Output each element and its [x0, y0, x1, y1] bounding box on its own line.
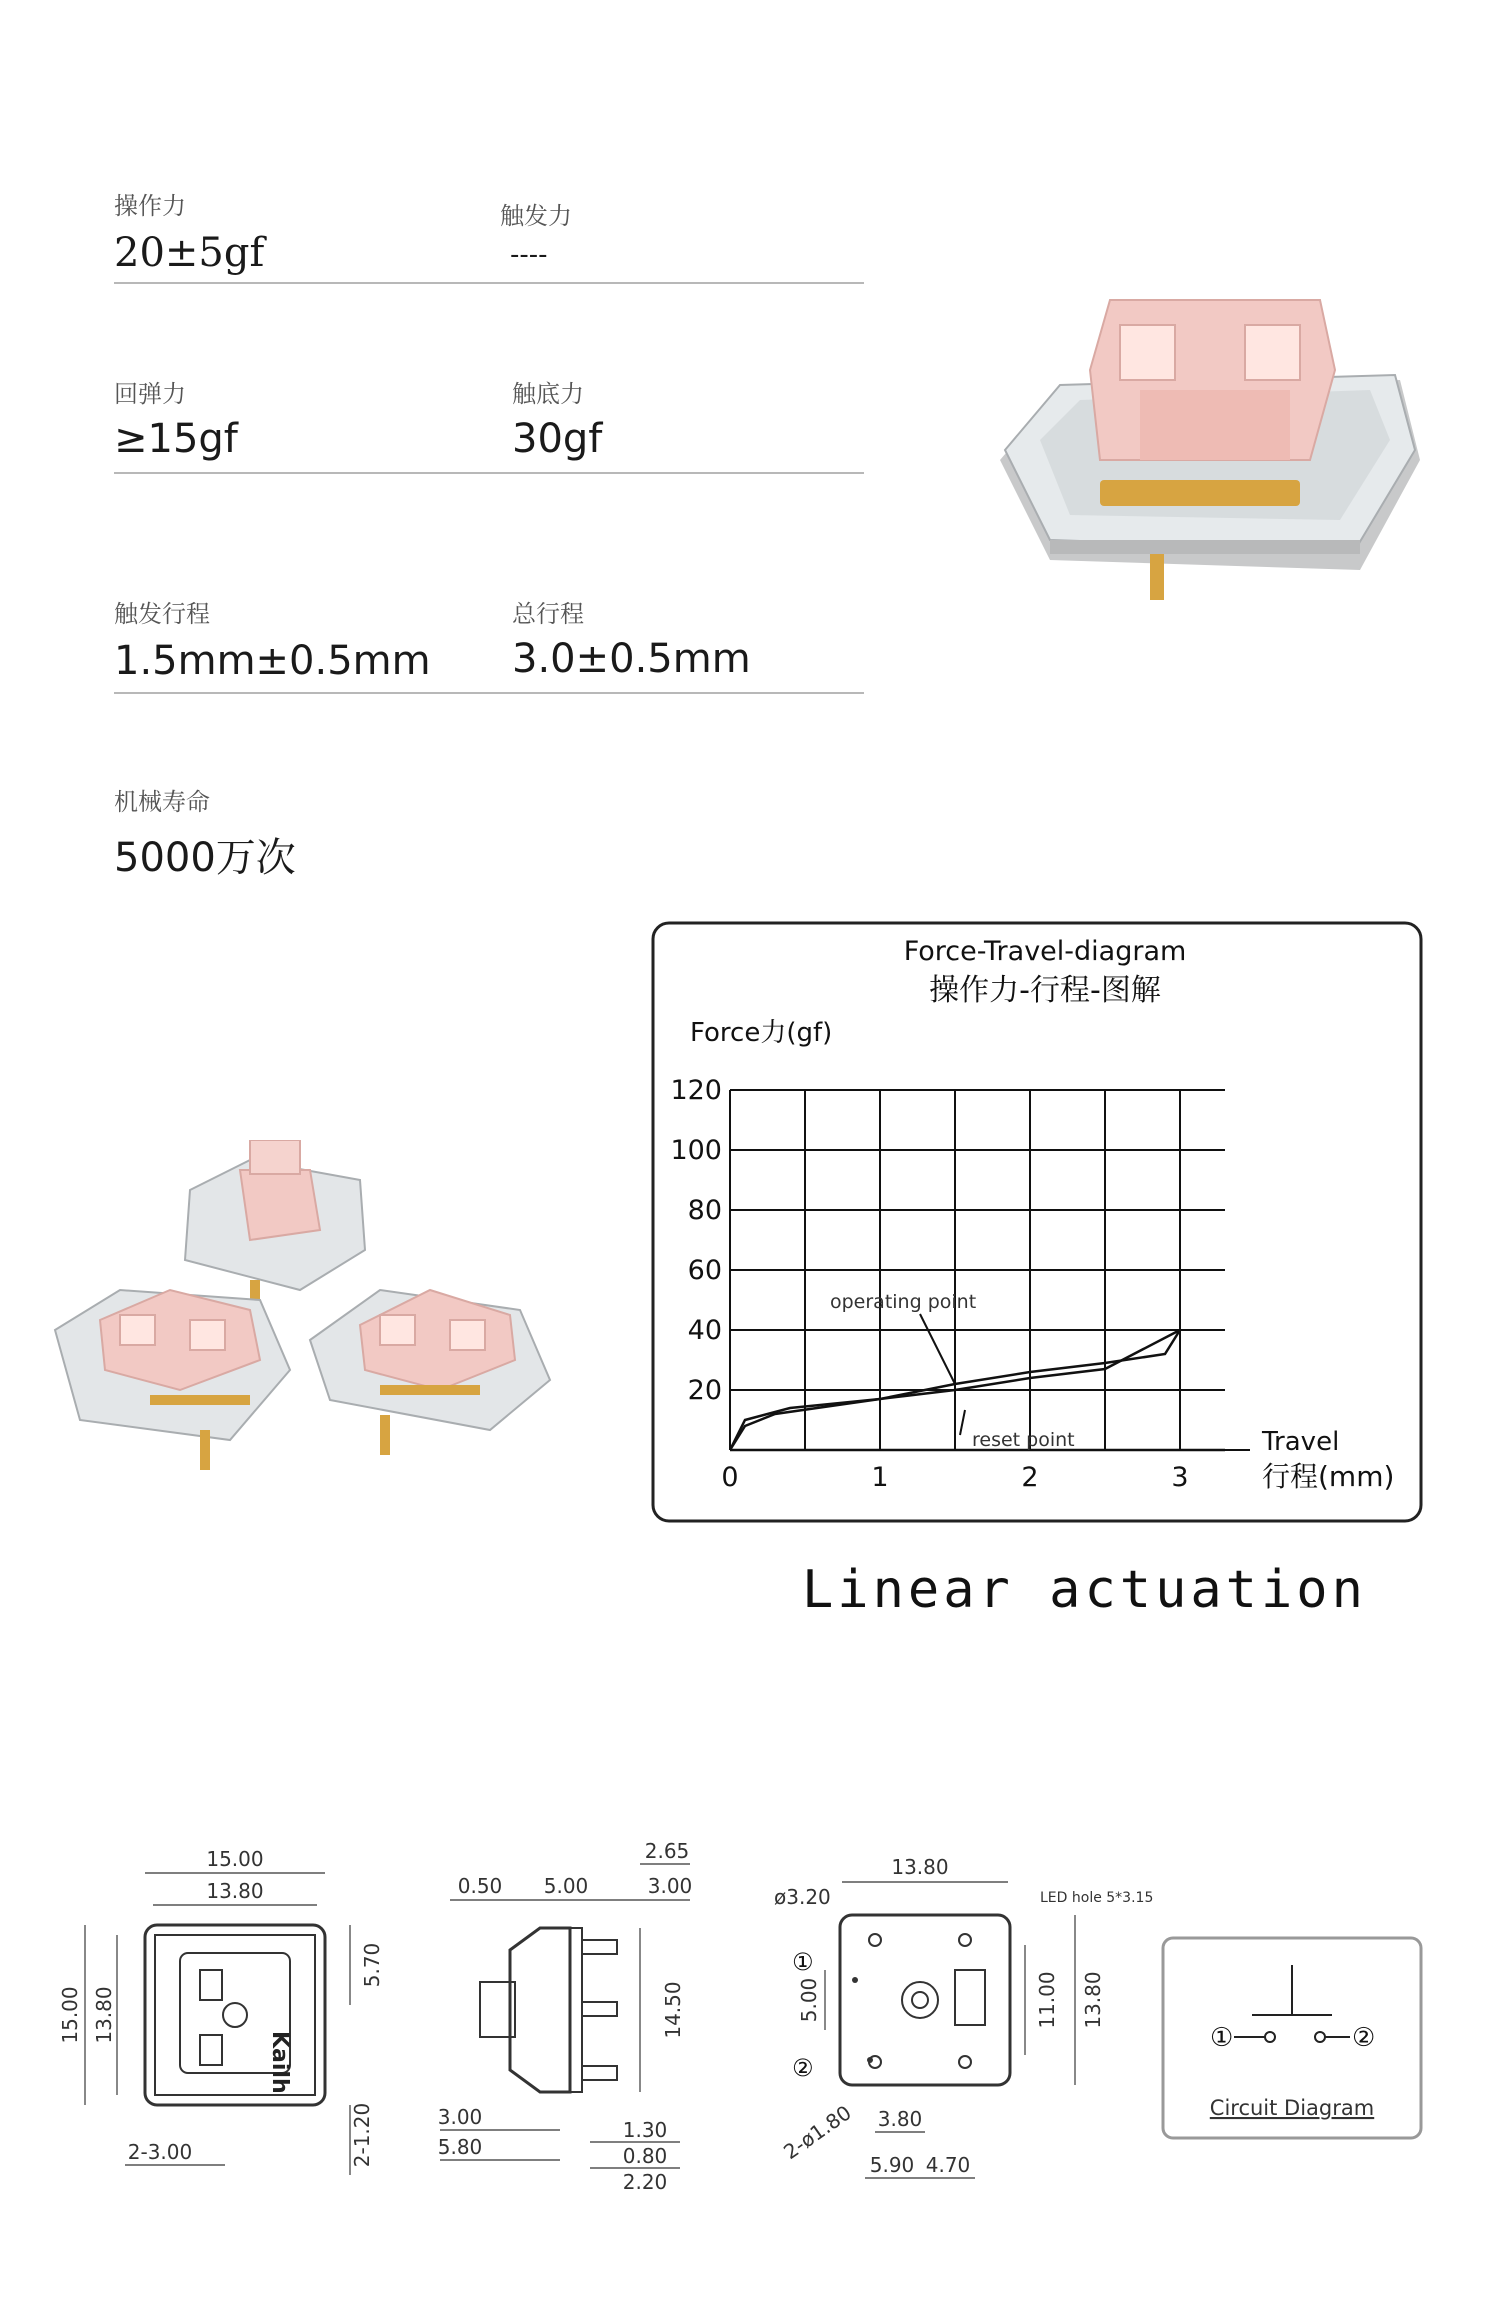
pin-2-label: ②	[792, 2054, 814, 2082]
spec-label: 机械寿命	[114, 788, 210, 816]
y-tick-label: 20	[687, 1375, 722, 1406]
x-tick-label: 1	[871, 1462, 889, 1493]
spec-value: 30gf	[512, 416, 603, 462]
divider	[114, 282, 864, 284]
dim-label: 5.90	[869, 2153, 915, 2177]
pin-1-label: ①	[792, 1948, 814, 1976]
dim-label: 2.20	[622, 2170, 668, 2194]
circuit-caption: Circuit Diagram	[1209, 2096, 1375, 2120]
y-tick-label: 80	[687, 1195, 722, 1226]
switch-back	[185, 1140, 365, 1310]
dim-label: 5.70	[360, 1942, 384, 1988]
bottom-view-drawing	[750, 1850, 1190, 2200]
switch-cluster-image	[50, 1140, 560, 1510]
dim-label: 0.50	[457, 1874, 503, 1898]
divider	[114, 472, 864, 474]
spec-value: 20±5gf	[114, 230, 265, 276]
spec-value: ----	[510, 240, 548, 270]
spec-label: 总行程	[512, 600, 584, 628]
switch-hero-image	[990, 290, 1430, 640]
spec-value: 5000万次	[114, 835, 296, 881]
dim-label: 4.70	[925, 2153, 971, 2177]
y-tick-label: 100	[670, 1135, 722, 1166]
dim-label: 13.80	[92, 1986, 116, 2044]
annotation-reset-point: reset point	[972, 1429, 1075, 1451]
dim-label: 2-3.00	[127, 2140, 193, 2164]
dim-label: 13.80	[891, 1855, 949, 1879]
switch-right	[310, 1290, 550, 1455]
y-tick-label: 40	[687, 1315, 722, 1346]
x-tick-label: 3	[1171, 1462, 1189, 1493]
kailh-logo: Kailh	[267, 2031, 292, 2094]
dim-label: 3.00	[647, 1874, 693, 1898]
chart-title: Force-Travel-diagram	[903, 936, 1187, 967]
x-tick-label: 2	[1021, 1462, 1039, 1493]
dim-label: 13.80	[1081, 1971, 1105, 2029]
chart-subtitle: 操作力-行程-图解	[929, 973, 1161, 1008]
dim-label: 2-1.20	[350, 2102, 374, 2168]
spec-label: 回弹力	[114, 380, 186, 408]
dim-label: 3.00	[437, 2105, 483, 2129]
dim-label: 0.80	[622, 2144, 668, 2168]
switch-left	[55, 1290, 290, 1470]
circuit-pin-1: ①	[1210, 2023, 1234, 2053]
spec-value: 3.0±0.5mm	[512, 636, 751, 682]
dim-label: 2-ø1.80	[779, 2100, 856, 2165]
divider	[114, 692, 864, 694]
spec-value: 1.5mm±0.5mm	[114, 638, 431, 684]
dim-label: 15.00	[58, 1986, 82, 2044]
dim-label: 2.65	[644, 1839, 690, 1863]
dim-label: 15.00	[206, 1847, 264, 1871]
top-view-drawing	[55, 1835, 415, 2195]
side-view-drawing	[430, 1830, 710, 2200]
spec-label: 触发力	[500, 202, 572, 230]
y-axis-label: Force力(gf)	[690, 1018, 833, 1048]
x-tick-label: 0	[721, 1462, 739, 1493]
x-axis-label: Travel	[1262, 1427, 1340, 1457]
dim-label: LED hole 5*3.15	[1040, 1890, 1154, 1906]
dim-label: 5.00	[543, 1874, 589, 1898]
spec-label: 操作力	[114, 192, 186, 220]
spec-label: 触底力	[512, 380, 584, 408]
dim-label: 5.00	[797, 1977, 821, 2023]
y-tick-label: 60	[687, 1255, 722, 1286]
force-travel-chart	[650, 920, 1425, 1530]
spec-value: ≥15gf	[114, 416, 238, 462]
circuit-diagram	[1160, 1935, 1425, 2145]
spec-label: 触发行程	[114, 600, 210, 628]
dim-label: 13.80	[206, 1879, 264, 1903]
dim-label: 11.00	[1035, 1971, 1059, 2029]
chart-caption: Linear actuation	[802, 1560, 1367, 1620]
annotation-operating-point: operating point	[830, 1291, 977, 1313]
x-axis-label-cn: 行程(mm)	[1262, 1460, 1395, 1493]
dim-label: ø3.20	[774, 1885, 831, 1909]
dim-label: 14.50	[661, 1981, 685, 2039]
dim-label: 3.80	[877, 2107, 923, 2131]
dim-label: 5.80	[437, 2135, 483, 2159]
dim-label: 1.30	[622, 2118, 668, 2142]
y-tick-label: 120	[670, 1075, 722, 1106]
circuit-pin-2: ②	[1352, 2023, 1376, 2053]
